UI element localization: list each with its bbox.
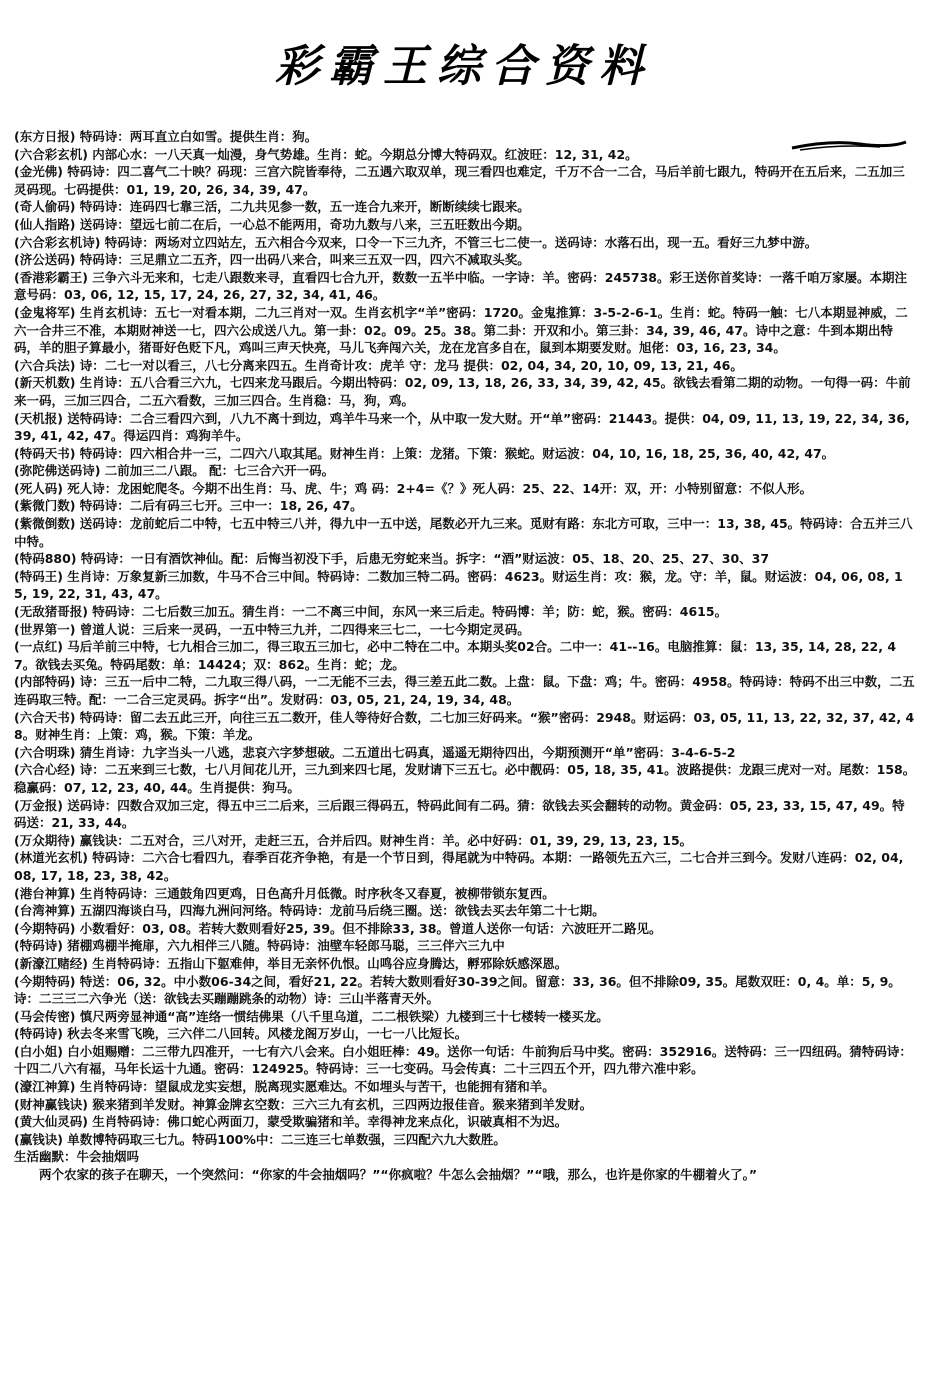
text-paragraph: (港台神算) 生肖特码诗：三通鼓角四更鸡，日色高升月低微。时序秋冬又春夏，被柳带锁东复西。 xyxy=(14,885,555,901)
text-paragraph: (今期特码) 小数看好：03, 08。若转大数则看好25, 39。但不排除33, 38。曾道人送你一句话：六波旺开二路见。 xyxy=(14,920,662,936)
text-paragraph: (六合彩玄机诗) 特码诗：两场对立四站左，五六相合今双来，口令一下三九齐，不管三七二使一。送码诗：水落石出，现一五。看好三九梦中游。 xyxy=(14,234,818,250)
text-paragraph: (东方日报) 特码诗：两耳直立白如雪。提供生肖：狗。 xyxy=(14,129,318,144)
text-paragraph: (特码诗) 秋去冬来雪飞晚，三六伴二八回转。风楼龙阁万岁山，一七一八比短长。 xyxy=(14,1026,468,1042)
text-paragraph: (台湾神算) 五湖四海谈白马，四海九洲问河络。特码诗：龙前马后绕三圈。送：欲钱去买去年第二十七期。 xyxy=(14,903,605,919)
text-paragraph: (特码王) 生肖诗：万象复新三加数，牛马不合三中间。特码诗：二数加三特二码。密码：4623。财运生肖：攻：猴，龙。守：羊，鼠。财运波：04, 06, 08, 15, 19, 22, 31, 43, 47。 xyxy=(14,568,903,602)
text-paragraph: (紫微倒数) 送码诗：龙前蛇后二中特，七五中特三八并，得九中一五中送，尾数必开九三来。觅财有路：东北方可取，三中一：13, 38, 45。特码诗：合五并三八中特。 xyxy=(14,516,913,549)
text-paragraph: (濠江神算) 生肖特码诗：望鼠成龙实妄想，脱离现实愿难达。不如埋头与苦干，也能拥有猪和羊。 xyxy=(14,1079,555,1095)
article-body xyxy=(14,128,916,1184)
text-paragraph: (弥陀佛送码诗) 二前加三二八跟。 配：七三合六开一码。 xyxy=(14,463,335,479)
text-paragraph: (今期特码) 特送：06, 32。中小数06-34之间，看好21, 22。若转大数则看好30-39之间。留意：33, 36。但不排除09, 35。尾数双旺：0, 4。单：5, 9。诗：二三三二六争光（送：欲钱去买蹦蹦跳条的动物）诗：三山半落青天外。 xyxy=(14,973,901,1007)
text-paragraph: (特码880) 特码诗：一日有酒饮神仙。配：后悔当初没下手，后患无穷蛇来当。拆字：“酒”财运波：05、18、20、25、27、30、37 xyxy=(14,551,770,567)
text-paragraph: (六合彩玄机) 内部心水：一八天真一灿漫，身气势雄。生肖：蛇。今期总分博大特码双。红波旺：12, 31, 42。 xyxy=(14,146,638,162)
text-paragraph: (济公送码) 特码诗：三足鼎立二五齐，四一出码八来合，叫来三五双一四，四六不减取头奖。 xyxy=(14,252,530,268)
humor-story: 两个农家的孩子在聊天，一个突然问：“你家的牛会抽烟吗？”“你疯啦？牛怎么会抽烟？”“哦，那么，也许是你家的牛棚着火了。” xyxy=(39,1167,758,1183)
humor-heading: 生活幽默：牛会抽烟吗 xyxy=(14,1149,140,1165)
text-paragraph: (新濠江赌经) 生肖特码诗：五指山下躯难伸，举目无亲怀仇恨。山鸣谷应身腾达，孵邪除妖感深恩。 xyxy=(14,955,568,971)
text-paragraph: (香港彩霸王) 三争六斗无来和，七走八跟数来寻，直看四七合九开，数数一五半中临。一字诗：羊。密码：245738。彩王送你首奖诗：一落千咱万家屡。本期注意号码：03, 06, 12, 15, 17, 24, 26, 27, 32, 34, 41, 46。 xyxy=(14,269,907,303)
text-paragraph: (天机报) 送特码诗：二合三看四六到，八九不离十到边，鸡羊牛马来一个，从中取一发大财。开“单”密码：21443。提供：04, 09, 11, 13, 19, 22, 34, 36, 39, 41, 42, 47。得运四肖：鸡狗羊牛。 xyxy=(14,410,910,444)
text-paragraph: (世界第一) 曾道人说：三后来一灵码，一五中特三九并，二四得来三七二，一七今期定灵码。 xyxy=(14,621,530,637)
text-paragraph: (金光佛) 特码诗：四二喜气二十映？码现：三宫六院皆奉待，二五遇六取双单，现三看四也难定，千万不合一二合，马后羊前七跟九，特码开在五后来，二五加三灵码现。七码提供：01, 19, 20, 26, 34, 39, 47。 xyxy=(14,164,905,197)
text-paragraph: (赢钱诀) 单数博特码取三七九。特码100%中：二三连三七单数强，三四配六九大数胜。 xyxy=(14,1131,506,1147)
text-paragraph: (林道光玄机) 特码诗：二六合七看四九，春季百花齐争艳，有是一个节日到，得尾就为中特码。本期：一路领先五六三，二七合并三到今。发财八连码：02, 04, 08, 17, 18, 23, 38, 42。 xyxy=(14,850,904,883)
text-paragraph: (奇人偷码) 特码诗：连码四七靠三活，二九共见参一数，五一连合九来开，断断续续七跟来。 xyxy=(14,199,530,215)
text-paragraph: (紫微门数) 特码诗：二后有码三七开。三中一：18, 26, 47。 xyxy=(14,498,363,514)
text-paragraph: (新天机数) 生肖诗：五八合看三六九，七四来龙马跟后。今期出特码：02, 09, 13, 18, 26, 33, 34, 39, 42, 45。欲钱去看第二期的动物。一句得一码：牛前来一码，三加三四合，二五六看数，三加三四合。生肖稳：马，狗，鸡。 xyxy=(14,375,911,408)
text-paragraph: (六合心经) 诗：二五来到三七数，七八月间花儿开，三九到来四七尾，发财请下三五七。必中靓码：05, 18, 35, 41。波路提供：龙跟三虎对一对。尾数：158。稳赢码：07, 12, 23, 40, 44。生肖提供：狗马。 xyxy=(14,762,916,795)
text-paragraph: (财神赢钱诀) 猴来猪到羊发财。神算金牌玄空数：三六三九有玄机，三四两边报佳音。猴来猪到羊发财。 xyxy=(14,1096,593,1112)
text-paragraph: (仙人指路) 送码诗：望远七前二在后，一心总不能两用，奇功九数与八来，三五旺数出今期。 xyxy=(14,216,530,232)
text-paragraph: (金鬼将军) 生肖玄机诗：五七一对看本期，二九三肖对一双。生肖玄机字“羊”密码：1720。金鬼推算：3-5-2-6-1。生肖：蛇。特码一触：七八本期显神威，二六一合井三不准，本期财神送一七，四六公成送八九。第一卦：02。09。25。38。第二卦：开双和小。第三卦：34, 39, 46, 47。诗中之意：牛到本期出特码，羊的胆子算最小，猪哥好色贬下凡，鸡叫三声天快亮，马儿飞奔闯六关，龙在龙宫多自在，鼠到本期要发财。旭佬：03, 16, 23, 34。 xyxy=(14,304,908,356)
text-paragraph: (六合明珠) 猜生肖诗：九字当头一八逃，悲哀六字梦想破。二五道出七码真，遥遥无期待四出，今期预测开“单”密码：3-4-6-5-2 xyxy=(14,744,736,760)
text-paragraph: (内部特码) 诗：三五一后中二特，二九取三得八码，一二无能不三去，得三差五此二数。上盘：鼠。下盘：鸡；牛。密码：4958。特码诗：特码不出三中数，二五连码取三特。配：一二合三定灵码。拆字“出”。发财码：03, 05, 21, 24, 19, 34, 48。 xyxy=(14,674,915,707)
text-paragraph: (万金报) 送码诗：四数合双加三定，得五中三二后来，三后跟三得码五，特码此间有二码。猜：欲钱去买会翻转的动物。黄金码：05, 23, 33, 15, 47, 49。特码送：21, 33, 44。 xyxy=(14,797,905,831)
text-paragraph: (万众期待) 赢钱诀：二五对合，三八对开，走赶三五，合并后四。财神生肖：羊。必中好码：01, 39, 29, 13, 23, 15。 xyxy=(14,832,693,848)
text-paragraph: (白小姐) 白小姐赐赠：二三带九四准开，一七有六八会来。白小姐旺棒：49。送你一句话：牛前狗后马中奖。密码：352916。送特码：三一四纽码。猜特码诗：十四二八六有福，马年长运十九通。密码：124925。特码诗：三一七变码。马会传真：二十三四五个开，四九带六准中彩。 xyxy=(14,1043,912,1077)
text-paragraph: (死人码) 死人诗：龙困蛇爬冬。今期不出生肖：马、虎、牛；鸡 码：2+4=《？》死人码：25、22、14开：双，开：小特别留意：不似人形。 xyxy=(14,480,813,496)
text-paragraph: (六合兵法) 诗：二七一对以看三，八七分离来四五。生肖奇计攻：虎羊 守：龙马 提供：02, 04, 34, 20, 10, 09, 13, 21, 46。 xyxy=(14,357,743,373)
text-paragraph: (无敌猪哥报) 特码诗：二七后数三加五。猜生肖：一二不离三中间，东风一来三后走。特码博：羊；防：蛇，猴。密码：4615。 xyxy=(14,604,728,620)
text-paragraph: (特码天书) 特码诗：四六相合井一三，二四六八取其尾。财神生肖：上策：龙猪。下策：猴蛇。财运波：04, 10, 16, 18, 25, 36, 40, 42, 47。 xyxy=(14,445,835,461)
text-paragraph: (六合天书) 特码诗：留二去五此三开，向往三五二数开，佳人等待好合数，二七加三好码来。“猴”密码：2948。财运码：03, 05, 11, 13, 22, 32, 37, 42, 48。财神生肖：上策：鸡，猴。下策：羊龙。 xyxy=(14,709,915,743)
page-title: 彩霸王综合资料 xyxy=(275,41,653,92)
text-paragraph: (一点红) 马后羊前三中特，七九相合三加二，得三取五三加七，必中二特在二中。本期头奖02合。二中一：41--16。电脑推算：鼠：13, 35, 14, 28, 22, 47。欲钱去买兔。特码尾数：单：14424；双：862。生肖：蛇；龙。 xyxy=(14,639,897,672)
text-paragraph: (特码诗) 猪棚鸡棚半掩扉，六九相伴三八随。特码诗：油壁车轻郎马聪，三三伴六三九中 xyxy=(14,938,505,954)
text-paragraph: (黄大仙灵码) 生肖特码诗：佛口蛇心两面刀，蒙受欺骗猪和羊。幸得神龙来点化，识破真相不为迟。 xyxy=(14,1114,568,1130)
text-paragraph: (马会传密) 慎尺两旁显神通“高”连络一惯结佛果（八千里乌道，二二根铁梁）九楼到三十七楼转一楼买龙。 xyxy=(14,1008,609,1024)
